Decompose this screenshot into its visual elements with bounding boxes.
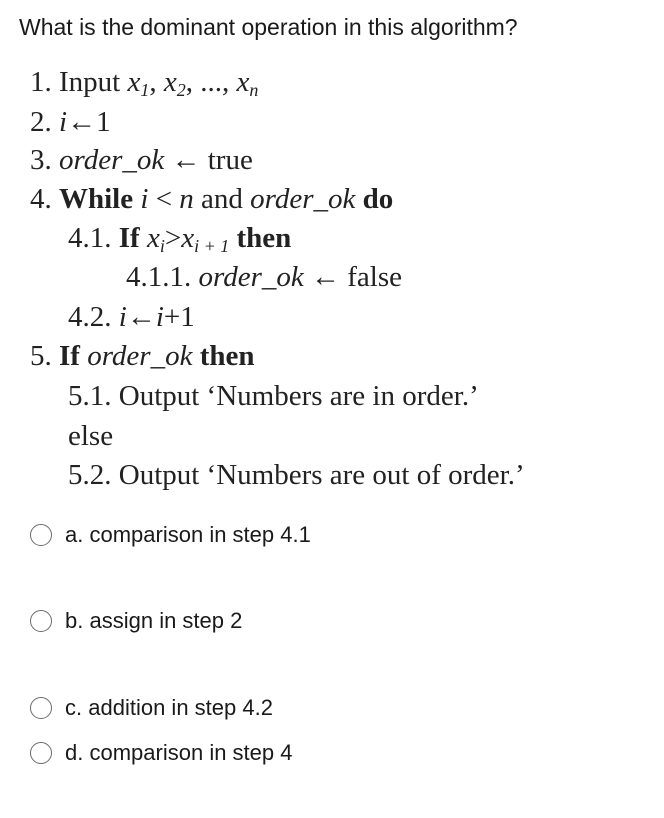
option-b-radio[interactable] <box>30 610 52 632</box>
option-b-letter: b. <box>65 608 84 633</box>
algo-step-4-1: 4.1. If $x_i>x_{i + 1}$ then <box>68 222 292 256</box>
option-b[interactable] <box>30 608 242 634</box>
option-c[interactable] <box>30 695 273 721</box>
option-d-label: comparison in step 4 <box>89 740 293 765</box>
option-a[interactable] <box>30 522 311 548</box>
option-c-radio[interactable] <box>30 697 52 719</box>
algo-step-4-1-1: 4.1.1. order_ok ← false <box>126 261 402 293</box>
option-d-letter: d. <box>65 740 84 765</box>
algo-step-1: 1. Input $x_1$, $x_2$, ..., $x_n$ <box>30 66 259 100</box>
option-b-label: assign in step 2 <box>89 608 243 633</box>
algo-step-4-2: 4.2. i←i+1 <box>68 301 195 333</box>
option-a-label: comparison in step 4.1 <box>89 522 311 547</box>
question-text: What is the dominant operation in this algorithm? <box>19 14 518 40</box>
algo-step-4: 4. While i < n and order_ok do <box>30 183 394 215</box>
option-d[interactable] <box>30 740 292 766</box>
option-a-letter: a. <box>65 522 84 547</box>
option-c-label: addition in step 4.2 <box>88 695 273 720</box>
algo-step-2: 2. i←1 <box>30 106 111 138</box>
algo-step-3: 3. order_ok ← true <box>30 144 253 176</box>
algo-step-5-2: 5.2. Output ‘Numbers are out of order.’ <box>68 459 525 491</box>
algo-else: else <box>68 420 114 452</box>
option-a-radio[interactable] <box>30 524 52 546</box>
option-c-letter: c. <box>65 695 83 720</box>
algo-step-5: 5. If order_ok then <box>30 340 255 372</box>
option-d-radio[interactable] <box>30 742 52 764</box>
algo-step-5-1: 5.1. Output ‘Numbers are in order.’ <box>68 380 479 412</box>
